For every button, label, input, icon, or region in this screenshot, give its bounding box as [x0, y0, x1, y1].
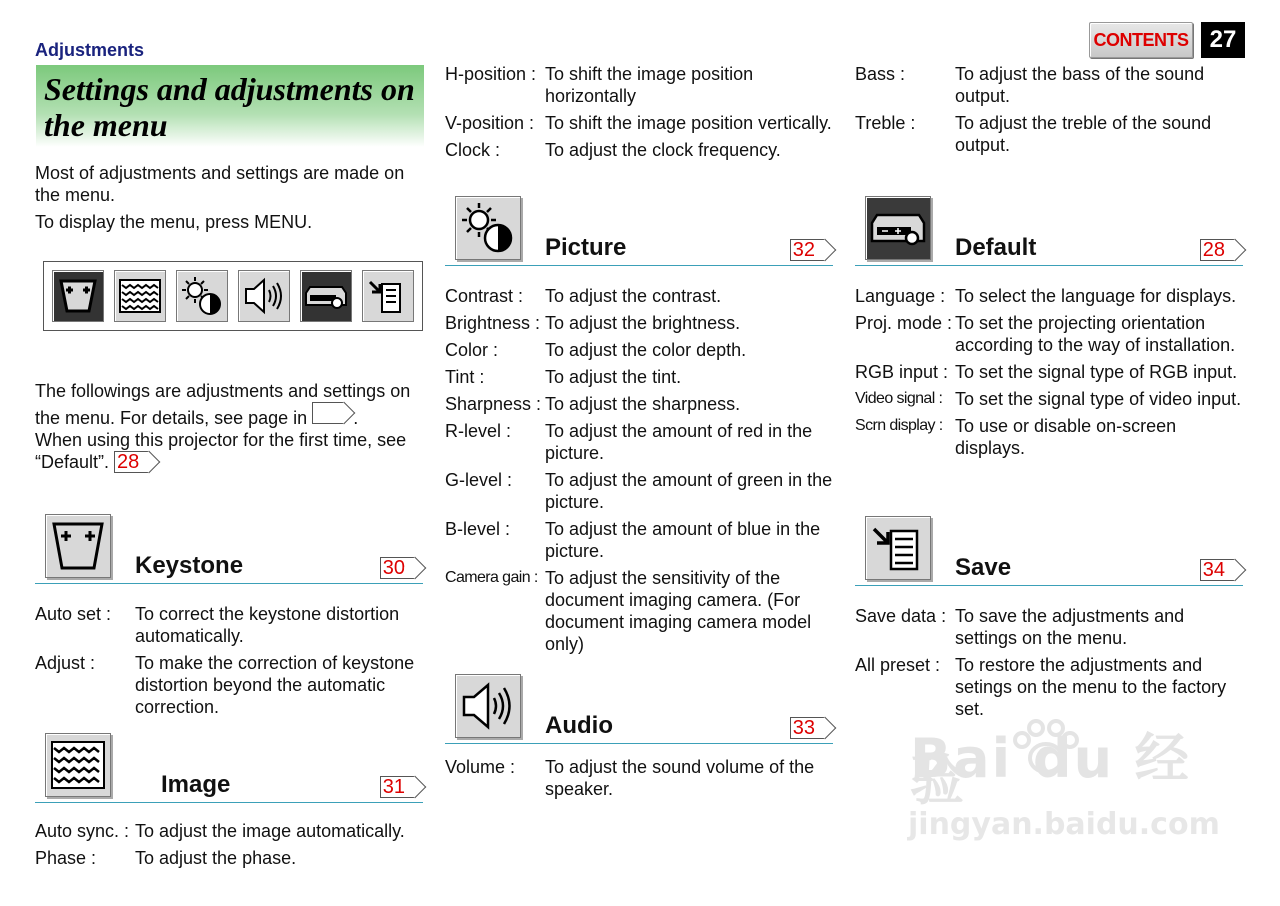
- picture-icon[interactable]: [176, 270, 228, 322]
- audio-list-part-1: [445, 756, 837, 805]
- save-page-ref[interactable]: 34: [1200, 559, 1235, 581]
- baidu-watermark: [906, 718, 1220, 858]
- keystone-section-header: [35, 514, 423, 584]
- default-section-page-ref[interactable]: 28: [1200, 239, 1235, 261]
- list-item: Video signal : To set the signal type of video input.: [855, 389, 1242, 409]
- list-item: Auto set : To correct the keystone distortion automatically.: [35, 604, 400, 646]
- save-list: [855, 605, 1247, 725]
- audio-icon[interactable]: [238, 270, 290, 322]
- save-icon[interactable]: [362, 270, 414, 322]
- list-item: RGB input : To set the signal type of RGB input.: [855, 362, 1238, 382]
- followings-text-1-end: .: [353, 408, 359, 428]
- page-banner: [36, 65, 424, 147]
- watermark-main-text: Bai du 经验: [910, 727, 1191, 812]
- page-title: Settings and adjustments on the menu: [44, 71, 415, 143]
- followings-paragraph-1: [35, 380, 425, 429]
- list-item: Brightness : To adjust the brightness.: [445, 313, 741, 333]
- followings-text-1: The followings are adjustments and settings on the menu. For details, see page in: [35, 381, 411, 428]
- image-icon[interactable]: [114, 270, 166, 322]
- intro-paragraph-1: Most of adjustments and settings are made on the menu.: [35, 163, 405, 205]
- list-item: Tint : To adjust the tint.: [445, 367, 682, 387]
- list-item: Contrast : To adjust the contrast.: [445, 286, 722, 306]
- page-ref-blank: [312, 402, 344, 424]
- default-page-ref[interactable]: 28: [114, 451, 149, 473]
- list-item: V-position : To shift the image position vertically.: [445, 113, 832, 133]
- list-item: Clock : To adjust the clock frequency.: [445, 140, 781, 160]
- list-item: Auto sync. : To adjust the image automatically.: [35, 821, 405, 841]
- picture-title: Picture: [545, 234, 627, 261]
- image-page-ref[interactable]: 31: [380, 776, 415, 798]
- default-icon: [865, 196, 931, 260]
- page-number: 27: [1201, 22, 1245, 58]
- keystone-title: Keystone: [135, 552, 244, 579]
- image-section-header: [35, 733, 423, 803]
- list-item: Scrn display : To use or disable on-screen displays.: [855, 416, 1177, 458]
- list-item: Color : To adjust the color depth.: [445, 340, 747, 360]
- contents-button[interactable]: CONTENTS: [1089, 22, 1193, 58]
- save-icon: [865, 516, 931, 580]
- picture-icon: [455, 196, 521, 260]
- keystone-page-ref[interactable]: 30: [380, 557, 415, 579]
- list-item: Language : To select the language for displays.: [855, 286, 1237, 306]
- image-title: Image: [161, 771, 231, 798]
- picture-list: [445, 285, 837, 660]
- list-item: Bass : To adjust the bass of the sound output.: [855, 64, 1205, 106]
- audio-icon: [455, 674, 521, 738]
- image-icon: [45, 733, 111, 797]
- list-item: Treble : To adjust the treble of the sound output.: [855, 113, 1212, 155]
- list-item: Sharpness : To adjust the sharpness.: [445, 394, 741, 414]
- image-list-part-2: [445, 63, 835, 166]
- keystone-icon[interactable]: [52, 270, 104, 322]
- list-item: Volume : To adjust the sound volume of the speaker.: [445, 757, 815, 799]
- section-label: Adjustments: [35, 40, 145, 60]
- default-icon[interactable]: [300, 270, 352, 322]
- list-item: Adjust : To make the correction of keystone distortion beyond the automatic correction.: [35, 653, 415, 717]
- save-title: Save: [955, 554, 1012, 581]
- list-item: Proj. mode : To set the projecting orientation according to the way of installation.: [855, 313, 1236, 355]
- audio-section-header: [445, 674, 833, 744]
- audio-page-ref[interactable]: 33: [790, 717, 825, 739]
- menu-icon-bar: [43, 261, 423, 331]
- picture-page-ref[interactable]: 32: [790, 239, 825, 261]
- list-item: B-level : To adjust the amount of blue in the picture.: [445, 519, 821, 561]
- save-section-header: [855, 516, 1243, 586]
- audio-title: Audio: [545, 712, 613, 739]
- followings-paragraph-2: [35, 429, 425, 473]
- image-list-part-1: [35, 820, 425, 874]
- default-list: [855, 285, 1247, 464]
- watermark-url: jingyan.baidu.com: [908, 807, 1220, 842]
- list-item: Phase : To adjust the phase.: [35, 848, 297, 868]
- keystone-icon: [45, 514, 111, 578]
- default-section-header: [855, 196, 1243, 266]
- audio-list-part-2: [855, 63, 1247, 161]
- followings-text-2: When using this projector for the first time, see “Default”.: [35, 430, 407, 472]
- keystone-list: [35, 603, 425, 723]
- list-item: G-level : To adjust the amount of green in the picture.: [445, 470, 833, 512]
- picture-section-header: [445, 196, 833, 266]
- page-header-controls: [1089, 22, 1245, 58]
- list-item: All preset : To restore the adjustments and setings on the menu to the factory set.: [855, 655, 1227, 719]
- list-item: R-level : To adjust the amount of red in the picture.: [445, 421, 813, 463]
- list-item: H-position : To shift the image position horizontally: [445, 64, 754, 106]
- list-item: Save data : To save the adjustments and settings on the menu.: [855, 606, 1185, 648]
- intro-paragraph-2: To display the menu, press MENU.: [35, 212, 313, 232]
- default-title: Default: [955, 234, 1037, 261]
- list-item: Camera gain : To adjust the sensitivity of the document imaging camera. (For document imaging camera model only): [445, 568, 812, 654]
